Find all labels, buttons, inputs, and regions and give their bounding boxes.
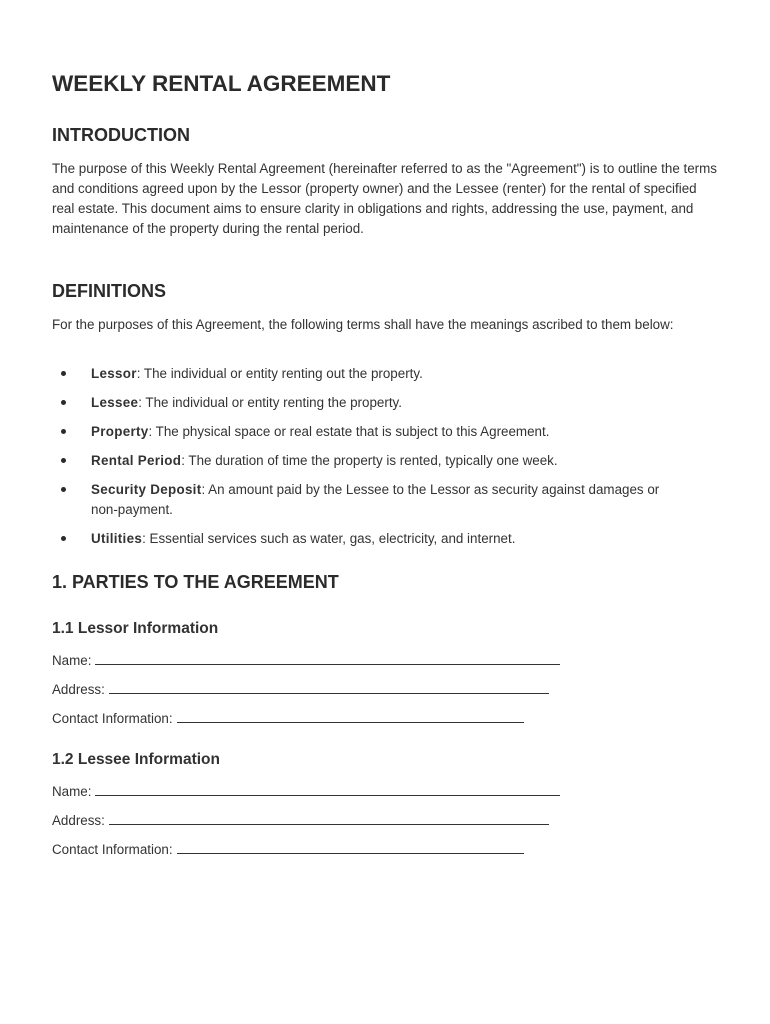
- lessor-name-field: [52, 651, 560, 671]
- lessee-name-field: [52, 782, 560, 802]
- definition-text: : The duration of time the property is rented, typically one week.: [181, 453, 558, 468]
- lessor-address-blank[interactable]: [109, 681, 549, 694]
- bullet-icon: [61, 536, 66, 541]
- lessee-name-blank[interactable]: [95, 783, 560, 796]
- definition-text: : An amount paid by the Lessee to the Lessor as security against damages or non-payment.: [91, 482, 660, 517]
- lessor-contact-blank[interactable]: [177, 710, 524, 723]
- definition-text: : The physical space or real estate that is subject to this Agreement.: [148, 424, 550, 439]
- bullet-icon: [61, 371, 66, 376]
- definition-item-utilities: [52, 529, 671, 549]
- lessor-name-blank[interactable]: [95, 652, 560, 665]
- bullet-icon: [61, 400, 66, 405]
- introduction-heading: INTRODUCTION: [52, 125, 190, 145]
- definition-item-lessee: [52, 393, 671, 413]
- definition-term: Lessee: [91, 395, 139, 410]
- lessor-name-label: Name:: [52, 653, 92, 668]
- document-title: WEEKLY RENTAL AGREEMENT: [52, 71, 391, 96]
- lessee-contact-field: [52, 840, 524, 860]
- definition-text: : Essential services such as water, gas, electricity, and internet.: [142, 531, 516, 546]
- definition-item-rental-period: [52, 451, 671, 471]
- definition-term: Property: [91, 424, 149, 439]
- definition-item-lessor: [52, 364, 671, 384]
- definition-term: Utilities: [91, 531, 143, 546]
- definition-term: Rental Period: [91, 453, 182, 468]
- lessor-contact-label: Contact Information:: [52, 711, 173, 726]
- definition-item-security-deposit: [52, 480, 671, 520]
- lessee-address-field: [52, 811, 549, 831]
- definitions-intro: For the purposes of this Agreement, the following terms shall have the meanings ascribed to them below:: [52, 317, 674, 332]
- lessee-contact-label: Contact Information:: [52, 842, 173, 857]
- definitions-list: [52, 364, 722, 558]
- definition-text: : The individual or entity renting the property.: [138, 395, 402, 410]
- lessee-address-blank[interactable]: [109, 812, 549, 825]
- lessor-address-label: Address:: [52, 682, 105, 697]
- lessor-contact-field: [52, 709, 524, 729]
- lessor-address-field: [52, 680, 549, 700]
- lessee-address-label: Address:: [52, 813, 105, 828]
- definition-item-property: [52, 422, 671, 442]
- parties-heading: 1. PARTIES TO THE AGREEMENT: [52, 572, 339, 592]
- bullet-icon: [61, 458, 66, 463]
- bullet-icon: [61, 429, 66, 434]
- definition-text: : The individual or entity renting out the property.: [136, 366, 423, 381]
- bullet-icon: [61, 487, 66, 492]
- introduction-body: The purpose of this Weekly Rental Agreement (hereinafter referred to as the "Agreement") is to outline the terms and conditions agreed upon by the Lessor (property owner) and the Lessee (renter) for the rental of specified real estate. This document aims to ensure clarity in obligations and rights, addressing the use, payment, and maintenance of the property during the rental period.: [52, 161, 717, 236]
- definition-term: Lessor: [91, 366, 137, 381]
- lessee-info-heading: 1.2 Lessee Information: [52, 751, 220, 768]
- lessee-name-label: Name:: [52, 784, 92, 799]
- lessor-info-heading: 1.1 Lessor Information: [52, 620, 219, 637]
- lessee-contact-blank[interactable]: [177, 841, 524, 854]
- definitions-heading: DEFINITIONS: [52, 281, 167, 301]
- definition-term: Security Deposit: [91, 482, 202, 497]
